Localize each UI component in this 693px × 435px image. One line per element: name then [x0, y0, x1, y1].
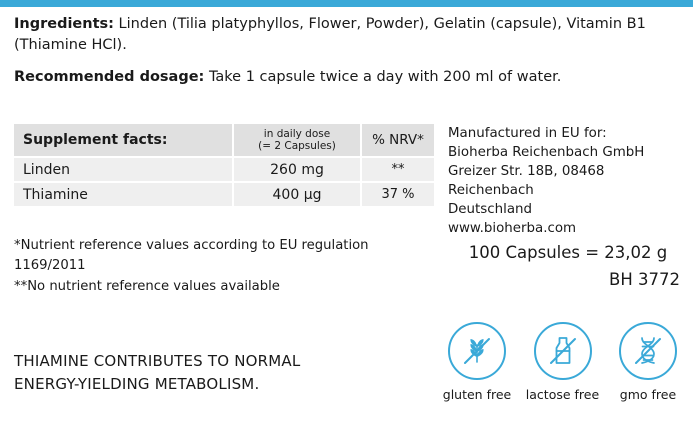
- top-accent-bar: [0, 0, 693, 7]
- lactose-free-caption: lactose free: [525, 387, 600, 402]
- table-header-row: [14, 124, 434, 156]
- dosage-label: Recommended dosage:: [14, 69, 205, 86]
- manufacturer-line-company: Bioherba Reichenbach GmbH: [448, 145, 645, 161]
- batch-number: BH 3772: [609, 270, 680, 289]
- table-header-dose: [232, 124, 360, 156]
- gmo-free-item: [611, 322, 685, 402]
- ingredients-label: Ingredients:: [14, 16, 114, 32]
- table-header-dose-line1: in daily dose: [263, 127, 331, 140]
- health-claim-line1: THIAMINE CONTRIBUTES TO NORMAL: [14, 352, 301, 370]
- supplement-facts-table: [14, 124, 434, 206]
- manufacturer-line-street: Greizer Str. 18B, 08468 Reichenbach: [448, 164, 605, 199]
- manufacturer-line-country: Deutschland: [448, 202, 533, 218]
- footnotes-section: [14, 236, 444, 297]
- dna-crossed-icon: [619, 322, 677, 380]
- table-cell-nrv: 37 %: [360, 183, 434, 206]
- certification-icons: [440, 322, 685, 402]
- table-cell-dose: 400 µg: [232, 183, 360, 206]
- health-claim-line2: ENERGY-YIELDING METABOLISM.: [14, 374, 260, 393]
- manufacturer-line-intro: Manufactured in EU for:: [448, 126, 607, 141]
- dosage-text: Take 1 capsule twice a day with 200 ml of water.: [204, 69, 562, 86]
- table-row: [14, 156, 434, 181]
- table-row: [14, 181, 434, 206]
- table-header-name: Supplement facts:: [23, 132, 168, 148]
- footnote-no-nrv: **No nutrient reference values available: [14, 278, 280, 294]
- gluten-free-caption: gluten free: [442, 387, 512, 402]
- footnote-nrv-source: *Nutrient reference values according to EU regulation 1169/2011: [14, 238, 369, 274]
- wheat-crossed-icon: [448, 322, 506, 380]
- manufacturer-line-website: www.bioherba.com: [448, 221, 577, 237]
- table-header-dose-line2: (= 2 Capsules): [258, 140, 336, 152]
- gluten-free-item: [440, 322, 514, 402]
- quantity-text: 100 Capsules = 23,02 g: [468, 243, 668, 262]
- lactose-free-item: [526, 322, 600, 402]
- health-claim: [14, 350, 414, 395]
- intro-section: [14, 14, 682, 91]
- gmo-free-caption: gmo free: [619, 387, 677, 402]
- table-cell-name: Thiamine: [23, 186, 88, 203]
- dosage-paragraph: [14, 67, 682, 88]
- table-cell-dose: 260 mg: [232, 158, 360, 181]
- table-cell-name: Linden: [23, 161, 70, 178]
- table-header-nrv: % NRV*: [360, 124, 434, 156]
- ingredients-text: Linden (Tilia platyphyllos, Flower, Powder), Gelatin (capsule), Vitamin B1 (Thiamine HCl).: [14, 16, 646, 54]
- table-cell-nrv: **: [360, 158, 434, 181]
- milk-bottle-crossed-icon: [534, 322, 592, 380]
- manufacturer-block: [448, 124, 688, 238]
- ingredients-paragraph: [14, 14, 682, 56]
